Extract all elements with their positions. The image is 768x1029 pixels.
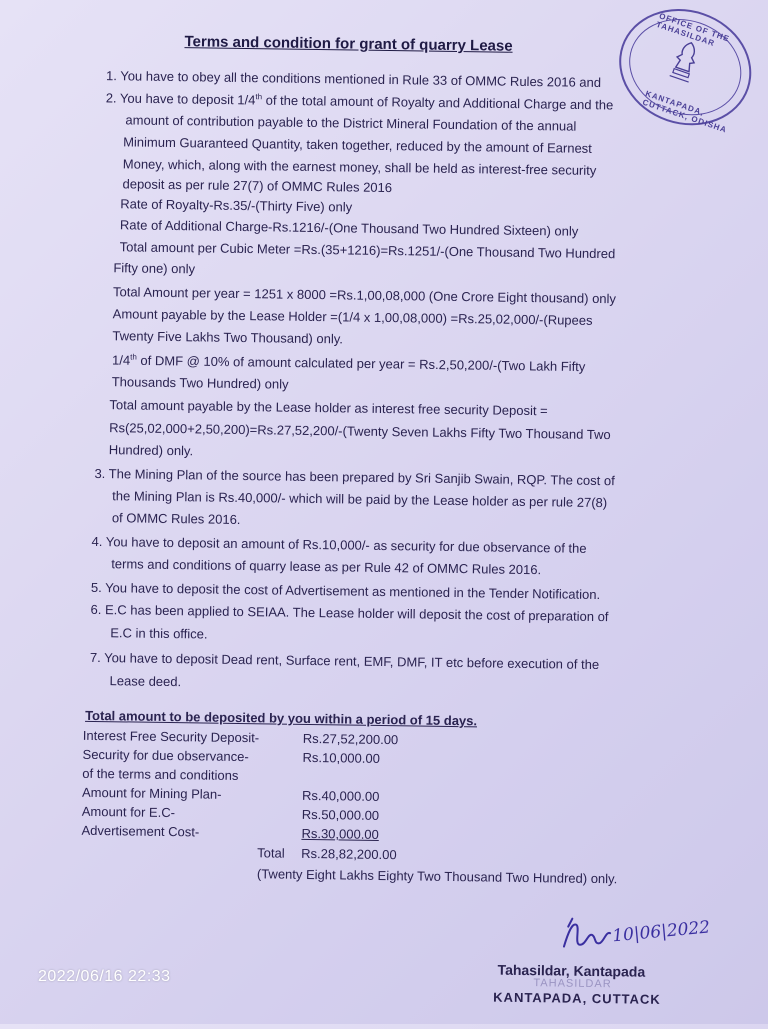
item-6-line-2: E.C in this office. (110, 625, 208, 642)
signature-date: 10|06|2022 (611, 917, 711, 947)
security-deposit-line-3: Hundred) only. (108, 442, 194, 459)
amount-per-cubic-meter: Total amount per Cubic Meter =Rs.(35+1216)=Rs.1251/-(One Thousand Two Hundred (119, 239, 616, 262)
item-2-line-2: amount of contribution payable to the District Mineral Foundation of the annual (125, 112, 577, 134)
security-deposit-line-1: Total amount payable by the Lease holder as interest free security Deposit = (109, 397, 548, 419)
summary-label-due-observance-cont: of the terms and conditions (82, 765, 239, 783)
summary-value-security-deposit: Rs.27,52,200.00 (302, 730, 399, 748)
summary-label-mining-plan: Amount for Mining Plan- (81, 784, 222, 802)
signatory-place: KANTAPADA, CUTTACK (493, 989, 661, 1007)
photo-timestamp: 2022/06/16 22:33 (38, 968, 171, 985)
item-4-line-1: 4. You have to deposit an amount of Rs.10,000/- as security for due observance of the (91, 533, 587, 556)
item-2-line-1: 2. You have to deposit 1/4th of the total amount of Royalty and Additional Charge and the (105, 90, 614, 113)
item-2-line-4: Money, which, along with the earnest money, shall be held as interest-free security (122, 156, 597, 178)
item-7-line-2: Lease deed. (109, 673, 182, 690)
seal-top-text: OFFICE OF THE TAHASILDAR (655, 11, 731, 49)
item-3-line-2: the Mining Plan is Rs.40,000/- which will be paid by the Lease holder as per rule 27(8) (112, 488, 608, 511)
dmf-line-2: Thousands Two Hundred) only (111, 374, 289, 392)
total-label: Total (257, 845, 285, 861)
summary-label-advertisement: Advertisement Cost- (81, 822, 200, 840)
item-1-line: 1. You have to obey all the conditions mentioned in Rule 33 of OMMC Rules 2016 and (105, 68, 602, 90)
royalty-rate: Rate of Royalty-Rs.35/-(Thirty Five) only (120, 196, 353, 215)
item-4-line-2: terms and conditions of quarry lease as per Rule 42 of OMMC Rules 2016. (111, 556, 542, 578)
seal-bottom-text: KANTAPADA, CUTTACK, ODISHA (641, 89, 729, 135)
item-3-line-3: of OMMC Rules 2016. (111, 510, 241, 527)
total-in-words: (Twenty Eight Lakhs Eighty Two Thousand Two Hundred) only. (256, 866, 618, 887)
summary-label-security-deposit: Interest Free Security Deposit- (82, 727, 260, 746)
security-deposit-line-2: Rs(25,02,000+2,50,200)=Rs.27,52,200/-(Twenty Seven Lakhs Fifty Two Thousand Two (109, 420, 611, 443)
summary-value-ec: Rs.50,000.00 (301, 806, 380, 823)
summary-label-ec: Amount for E.C- (81, 803, 176, 821)
signatory-stamp: TAHASILDAR (533, 977, 612, 991)
summary-label-due-observance: Security for due observance- (82, 746, 249, 765)
amount-payable-lease-holder: Amount payable by the Lease Holder =(1/4 x 1,00,08,000) =Rs.25,02,000/-(Rupees (112, 306, 593, 328)
dmf-line-1: 1/4th of DMF @ 10% of amount calculated per year = Rs.2,50,200/-(Two Lakh Fifty (111, 352, 586, 375)
amount-per-cubic-meter-cont: Fifty one) only (113, 260, 196, 277)
signatory-name: Tahasildar, Kantapada (497, 961, 646, 980)
document-title: Terms and condition for grant of quarry Lease (184, 33, 513, 55)
total-value: Rs.28,82,200.00 (301, 845, 397, 863)
item-5-line: 5. You have to deposit the cost of Advertisement as mentioned in the Tender Notification. (90, 579, 601, 603)
summary-heading: Total amount to be deposited by you within a period of 15 days. (85, 707, 478, 729)
office-seal (603, 0, 767, 143)
item-2-line-5: deposit as per rule 27(7) of OMMC Rules 2016 (122, 176, 393, 196)
summary-value-advertisement: Rs.30,000.00 (301, 825, 379, 842)
item-6-line-1: 6. E.C has been applied to SEIAA. The Lease holder will deposit the cost of preparation of (90, 601, 609, 625)
total-amount-per-year: Total Amount per year = 1251 x 8000 =Rs.1,00,08,000 (One Crore Eight thousand) only (112, 284, 617, 307)
summary-value-mining-plan: Rs.40,000.00 (301, 787, 380, 804)
item-3-line-1: 3. The Mining Plan of the source has been prepared by Sri Sanjib Swain, RQP. The cost of (94, 465, 615, 489)
additional-charge-rate: Rate of Additional Charge-Rs.1216/-(One Thousand Two Hundred Sixteen) only (119, 217, 579, 239)
amount-payable-lease-holder-cont: Twenty Five Lakhs Two Thousand) only. (112, 328, 344, 347)
item-2-line-3: Minimum Guaranteed Quantity, taken together, reduced by the amount of Earnest (123, 134, 592, 156)
item-7-line-1: 7. You have to deposit Dead rent, Surface rent, EMF, DMF, IT etc before execution of the (89, 649, 600, 673)
summary-value-due-observance: Rs.10,000.00 (302, 749, 381, 766)
